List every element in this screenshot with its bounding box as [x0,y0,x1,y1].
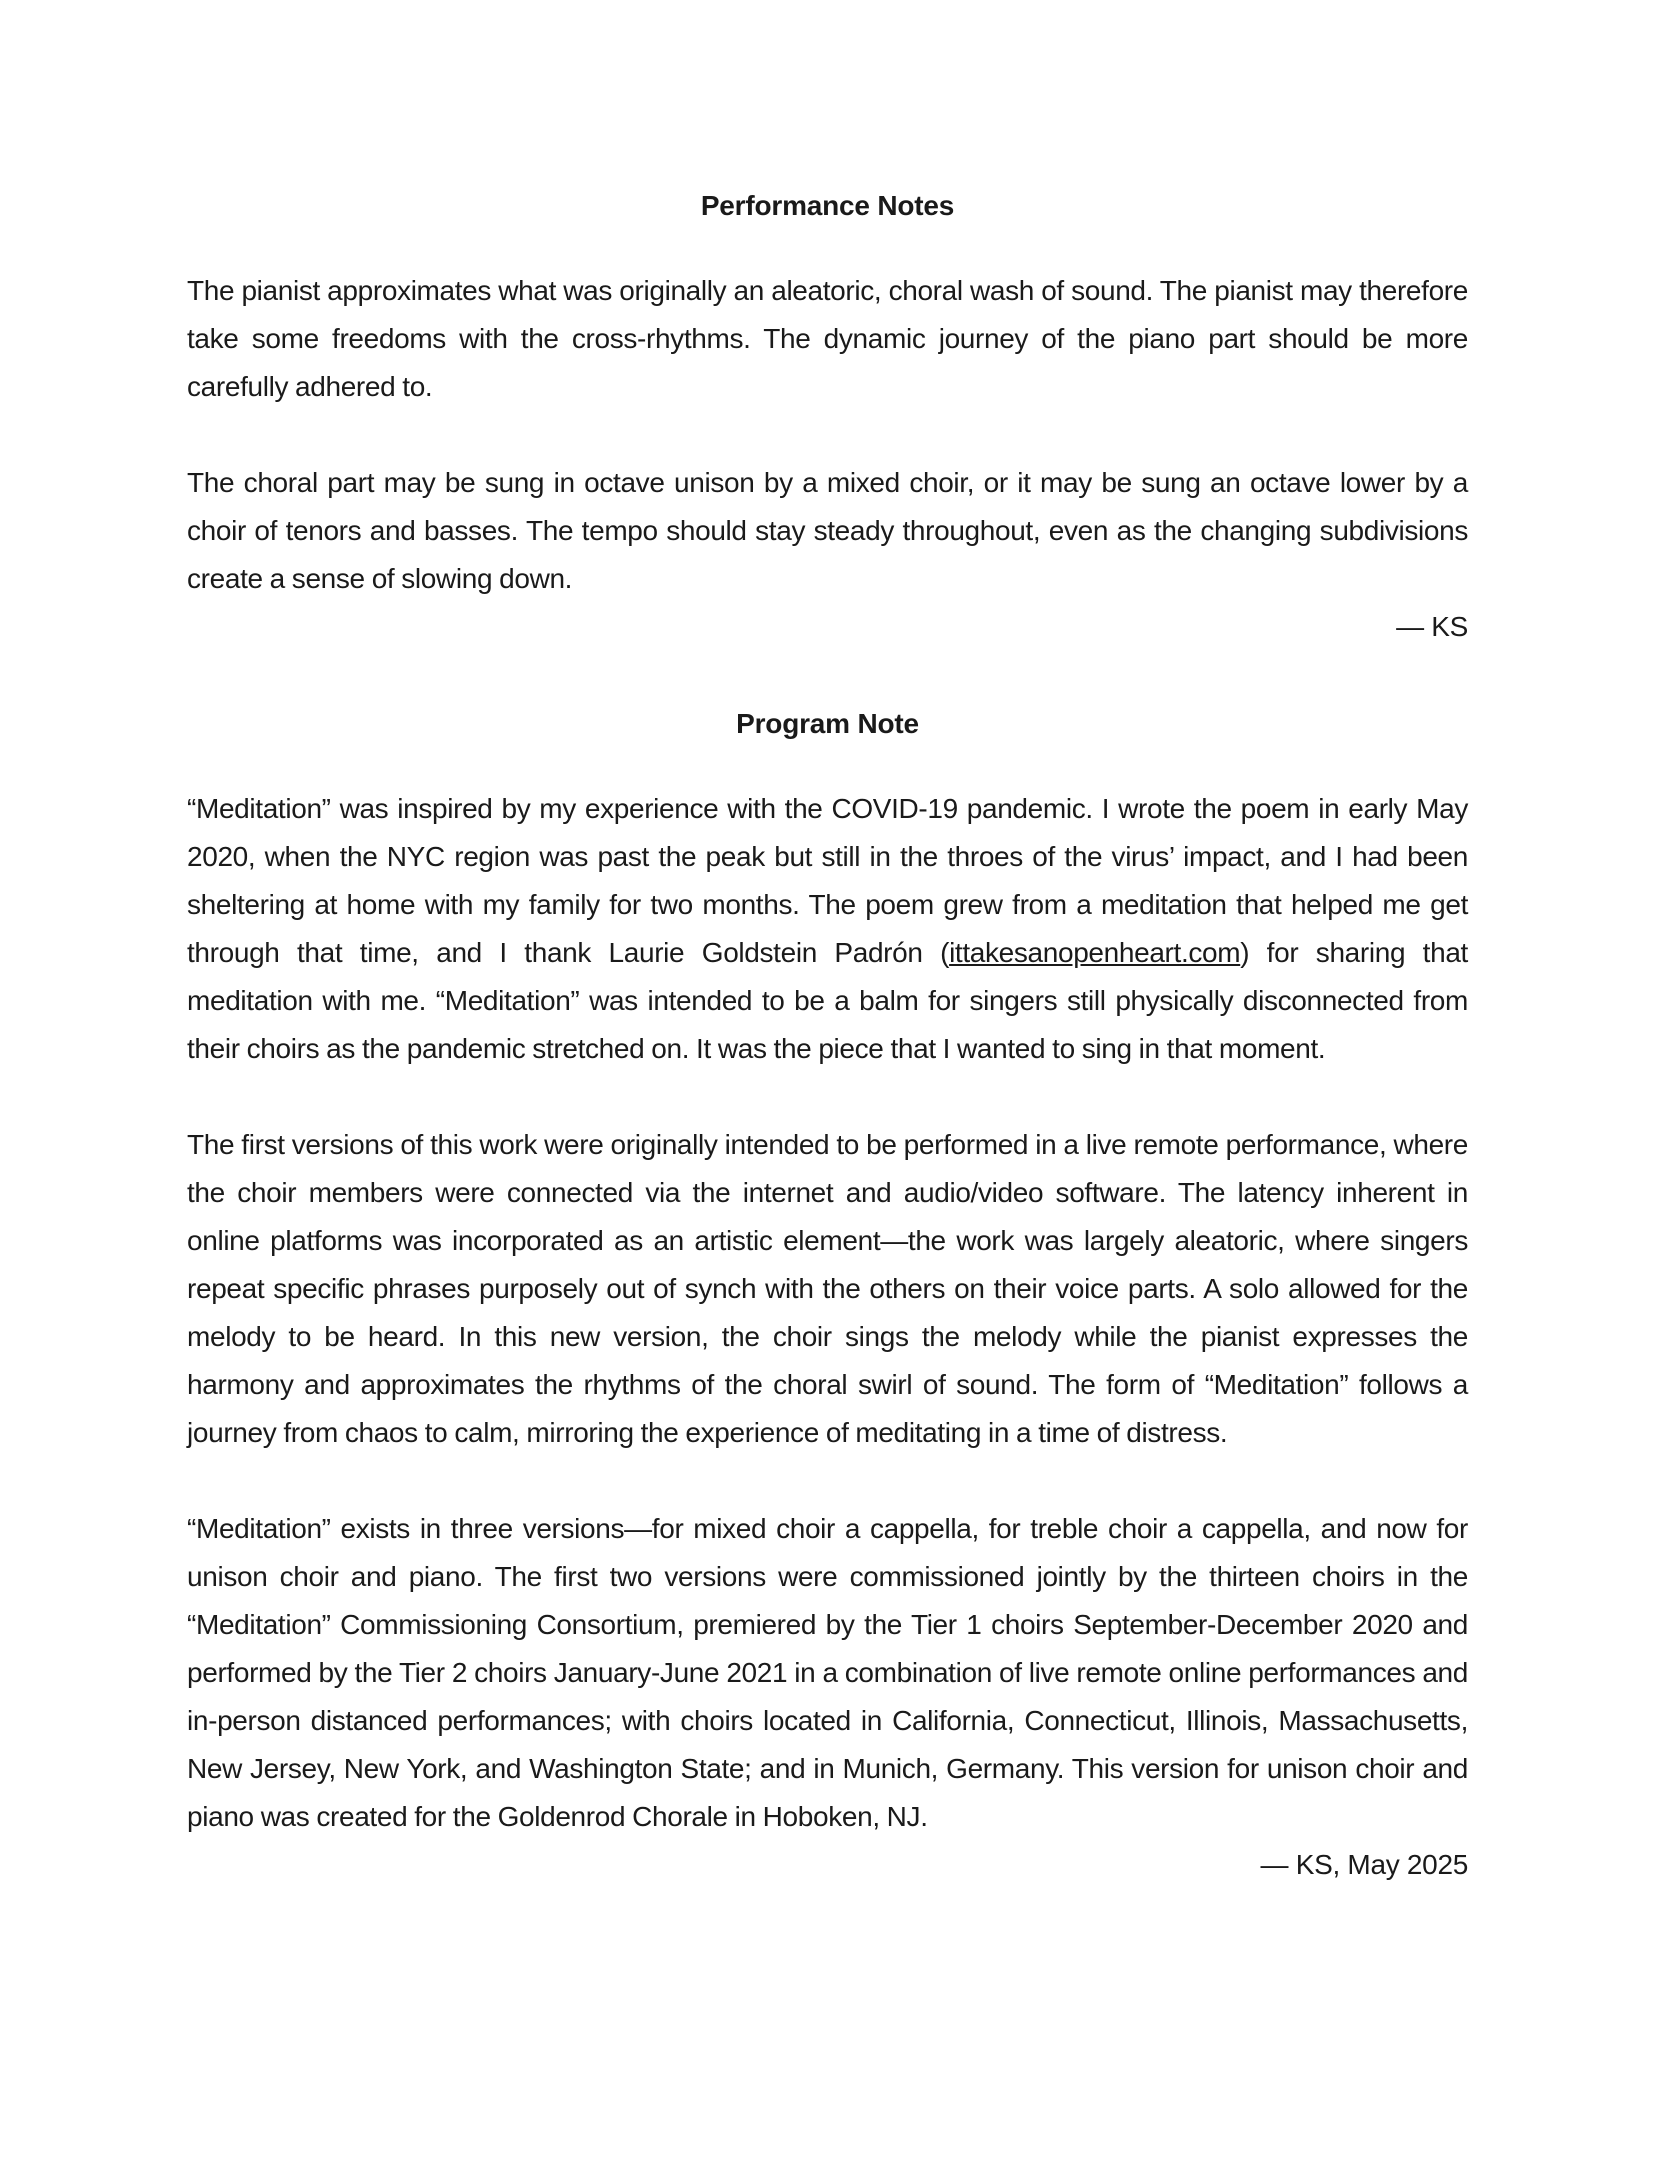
program-note-heading: Program Note [736,708,919,739]
program-note-paragraph-1 [187,785,1468,1073]
performance-notes-paragraph-2: The choral part may be sung in octave unison by a mixed choir, or it may be sung an octave lower by a choir of tenors and basses. The tempo should stay steady throughout, even as the changing subdivisions create a sense of slowing down. [187,467,1468,594]
program-note-paragraph-1-text-before-link: “Meditation” was inspired by my experience with the COVID-19 pandemic. I wrote the poem in early May 2020, when the NYC region was past the peak but still in the throes of the virus’ impact, and I had been sheltering at home with my family for two months. The poem grew from a meditation that helped me get through that time, and I thank Laurie Goldstein Padrón ( [187,793,1468,968]
performance-notes-heading: Performance Notes [700,190,955,221]
program-note-paragraph-3: “Meditation” exists in three versions—for mixed choir a cappella, for treble choir a cappella, and now for unison choir and piano. The first two versions were commissioned jointly by the thirteen choirs in the “Meditation” Commissioning Consortium, premiered by the Tier 1 choirs September-December 2020 and performed by the Tier 2 choirs January-June 2021 in a combination of live remote online performances and in-person distanced performances; with choirs located in California, Connecticut, Illinois, Massachusetts, New Jersey, New York, and Washington State; and in Munich, Germany. This version for unison choir and piano was created for the Goldenrod Chorale in Hoboken, NJ. [187,1513,1468,1832]
performance-notes-signature: — KS [1396,611,1468,642]
document-page [187,0,1468,1889]
program-note-signature: — KS, May 2025 [1260,1849,1468,1880]
ittakesanopenheart-link[interactable]: ittakesanopenheart.com [949,937,1241,968]
performance-notes-paragraph-1: The pianist approximates what was originally an aleatoric, choral wash of sound. The pianist may therefore take some freedoms with the cross-rhythms. The dynamic journey of the piano part should be more carefully adhered to. [187,275,1468,402]
program-note-paragraph-1-text-after-link: ) for sharing that meditation with me. “Meditation” was intended to be a balm for singers still physically disconnected from their choirs as the pandemic stretched on. It was the piece that I wanted to sing in that moment. [187,937,1468,1064]
program-note-paragraph-2: The first versions of this work were originally intended to be performed in a live remote performance, where the choir members were connected via the internet and audio/video software. The latency inherent in online platforms was incorporated as an artistic element—the work was largely aleatoric, where singers repeat specific phrases purposely out of synch with the others on their voice parts. A solo allowed for the melody to be heard. In this new version, the choir sings the melody while the pianist expresses the harmony and approximates the rhythms of the choral swirl of sound. The form of “Meditation” follows a journey from chaos to calm, mirroring the experience of meditating in a time of distress. [187,1129,1468,1448]
